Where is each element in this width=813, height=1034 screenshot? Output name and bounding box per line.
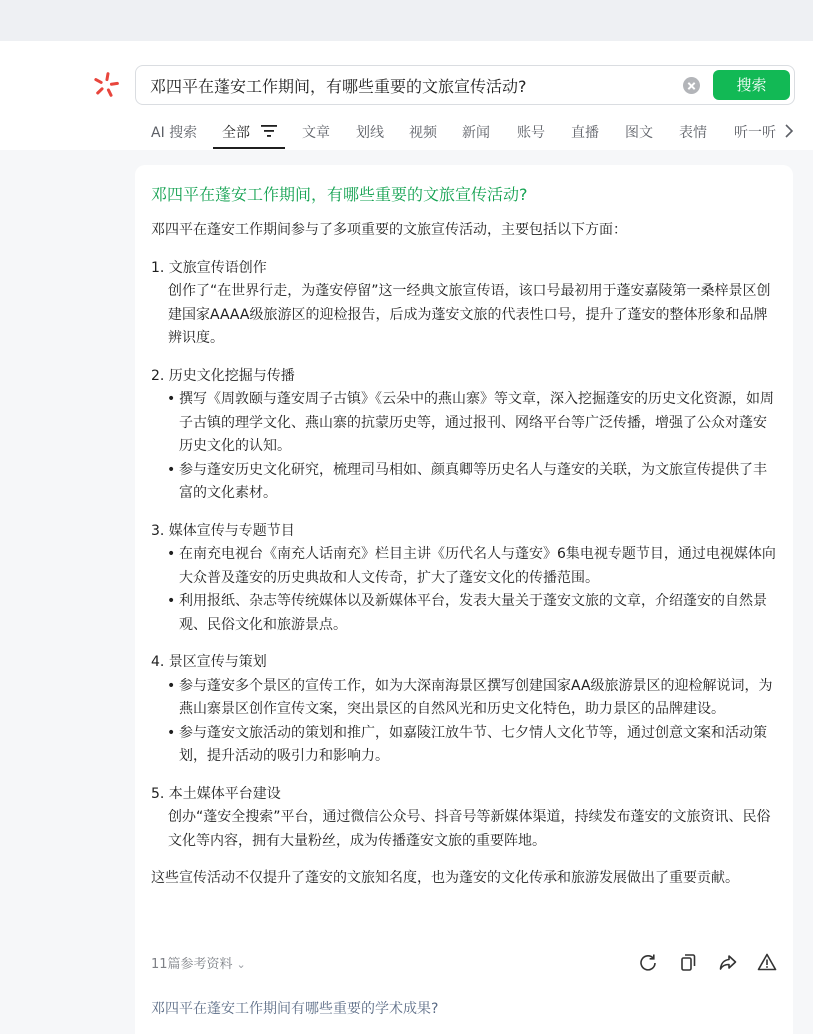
search-button[interactable]: 搜索	[713, 70, 790, 100]
tab-news[interactable]: 新闻	[462, 125, 490, 141]
copy-icon[interactable]	[678, 952, 698, 972]
tab-accounts[interactable]: 账号	[517, 125, 545, 141]
tab-image-text[interactable]: 图文	[625, 125, 653, 141]
answer-section	[151, 651, 776, 769]
answer-intro: 邓四平在蓬安工作期间参与了多项重要的文旅宣传活动，主要包括以下方面：	[151, 222, 627, 238]
search-box	[135, 65, 795, 105]
chevron-down-icon: ⌄	[236, 958, 246, 971]
section-heading: 1. 文旅宣传语创作	[151, 259, 267, 276]
section-heading: 2. 历史文化挖掘与传播	[151, 367, 295, 384]
bullet-item: • 参与蓬安文旅活动的策划和推广，如嘉陵江放牛节、七夕情人文化节等，通过创意文案和活动策划，提升活动的吸引力和影响力。	[168, 722, 776, 769]
references-toggle[interactable]	[151, 953, 246, 972]
tab-articles[interactable]: 文章	[302, 125, 330, 141]
section-heading: 4. 景区宣传与策划	[151, 654, 267, 670]
tab-videos[interactable]: 视频	[409, 125, 437, 141]
tab-stickers[interactable]: 表情	[679, 125, 707, 141]
filter-icon[interactable]	[261, 125, 277, 137]
bullet-item: • 参与蓬安历史文化研究，梳理司马相如、颜真卿等历史名人与蓬安的关联，为文旅宣传提供了丰富的文化素材。	[168, 459, 776, 506]
bullet-item: • 撰写《周敦颐与蓬安周子古镇》《云朵中的燕山寨》等文章，深入挖掘蓬安的历史文化资源，如周子古镇的理学文化、燕山寨的抗蒙历史等，通过报刊、网络平台等广泛传播，增强了公众对蓬安历史文化的认知。	[168, 388, 776, 459]
search-input[interactable]	[150, 66, 680, 104]
chevron-right-icon[interactable]	[782, 123, 796, 139]
tab-listen[interactable]: 听一听	[734, 125, 776, 141]
answer-section	[151, 257, 776, 351]
section-heading: 3. 媒体宣传与专题节目	[151, 522, 295, 539]
share-icon[interactable]	[718, 952, 738, 972]
section-body: 创作了“在世界行走，为蓬安停留”这一经典文旅宣传语，该口号最初用于蓬安嘉陵第一桑梓景区创建国家AAAA级旅游区的迎检报告，后成为蓬安文旅的代表性口号，提升了蓬安的整体形象和品牌辨识度。	[168, 283, 771, 346]
report-icon[interactable]	[757, 952, 777, 972]
section-heading: 5. 本土媒体平台建设	[151, 785, 281, 802]
bullet-item: • 在南充电视台《南充人话南充》栏目主讲《历代名人与蓬安》6集电视专题节目，通过电视媒体向大众普及蓬安的历史典故和人文传奇，扩大了蓬安文化的传播范围。	[168, 543, 776, 590]
bullet-item: • 参与蓬安多个景区的宣传工作，如为大深南海景区撰写创建国家AA级旅游景区的迎检解说词，为燕山寨景区创作宣传文案，突出景区的自然风光和历史文化特色，助力景区的品牌建设。	[168, 675, 776, 722]
refresh-icon[interactable]	[638, 952, 658, 972]
answer-body	[151, 219, 776, 891]
answer-question-title: 邓四平在蓬安工作期间，有哪些重要的文旅宣传活动?	[151, 185, 528, 204]
tab-ai-search[interactable]: AI 搜索	[151, 125, 198, 141]
related-question-link[interactable]: 邓四平在蓬安工作期间有哪些重要的学术成果?	[151, 1001, 439, 1017]
section-body: 创办“蓬安全搜索”平台，通过微信公众号、抖音号等新媒体渠道，持续发布蓬安的文旅资讯、民俗文化等内容，拥有大量粉丝，成为传播蓬安文旅的重要阵地。	[168, 809, 771, 849]
tab-live[interactable]: 直播	[571, 125, 599, 141]
answer-section	[151, 783, 776, 854]
answer-conclusion: 这些宣传活动不仅提升了蓬安的文旅知名度，也为蓬安的文化传承和旅游发展做出了重要贡献。	[151, 870, 739, 886]
bullet-item: • 利用报纸、杂志等传统媒体以及新媒体平台，发表大量关于蓬安文旅的文章，介绍蓬安的自然景观、民俗文化和旅游景点。	[168, 590, 776, 637]
answer-section	[151, 520, 776, 638]
active-tab-indicator	[213, 147, 285, 149]
browser-top-bar	[0, 0, 813, 41]
logo-icon[interactable]	[92, 71, 120, 99]
clear-icon[interactable]	[683, 77, 700, 94]
references-label: 11篇参考资料	[151, 957, 233, 972]
tab-highlights[interactable]: 划线	[356, 125, 384, 141]
answer-section	[151, 365, 776, 506]
tab-all[interactable]: 全部	[222, 125, 250, 141]
